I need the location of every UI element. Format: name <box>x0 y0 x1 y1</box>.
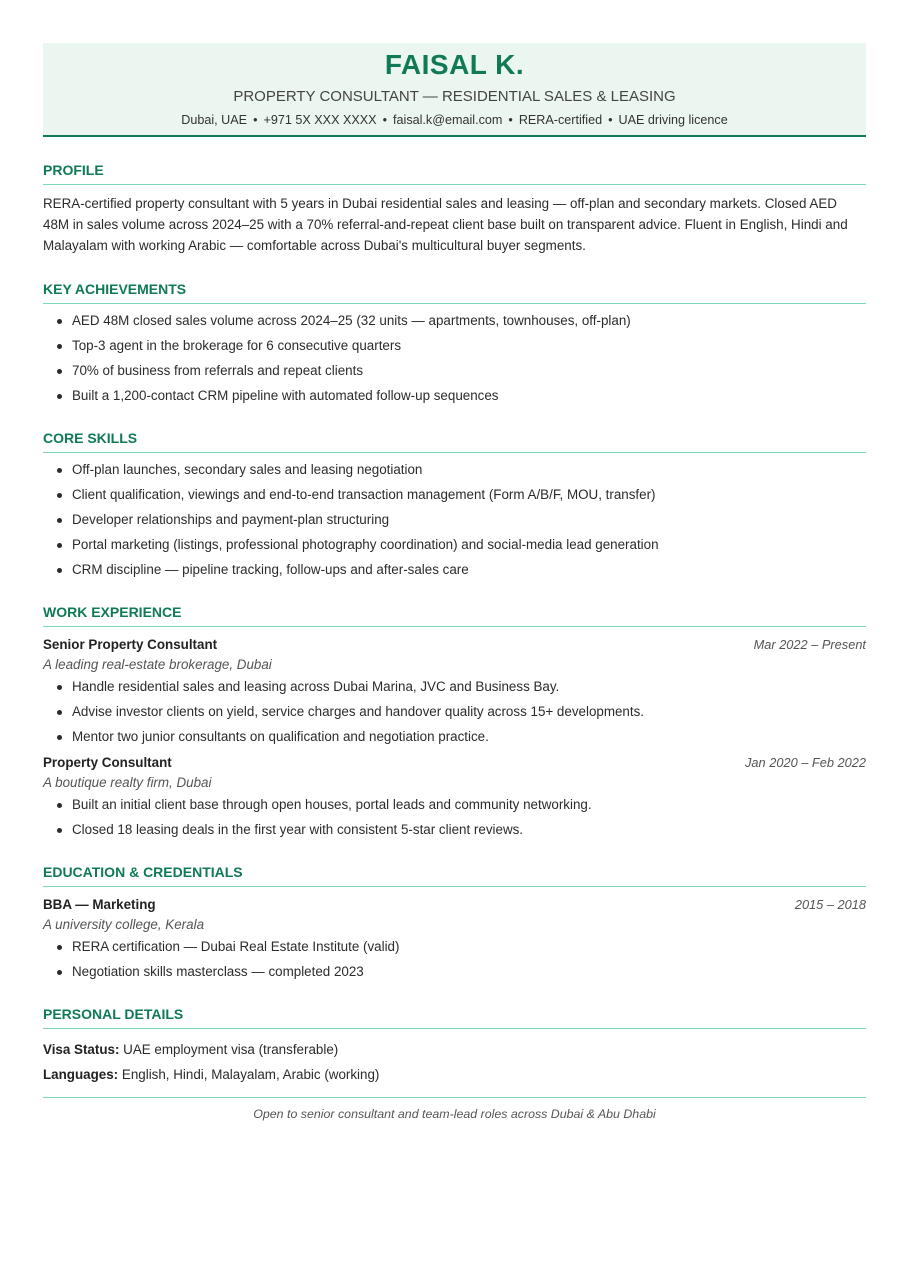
contact-separator: • <box>382 113 388 127</box>
languages-label: Languages: <box>43 1067 119 1082</box>
list-item: Client qualification, viewings and end-to-end transaction management (Form A/B/F, MOU, transfer) <box>43 486 866 504</box>
skills-heading: CORE SKILLS <box>43 429 866 453</box>
list-item: Portal marketing (listings, professional photography coordination) and social-media lead generation <box>43 536 866 554</box>
footer-divider <box>43 1097 866 1098</box>
credentials-list <box>43 938 866 981</box>
list-item: Handle residential sales and leasing across Dubai Marina, JVC and Business Bay. <box>43 678 866 696</box>
contact-licence: UAE driving licence <box>618 113 728 127</box>
profile-text: RERA-certified property consultant with 5 years in Dubai residential sales and leasing — off-plan and secondary markets. Closed AED 48M in sales volume across 2024–25 with a 70% referral-and-repeat client base built on transparent advice. Fluent in English, Hindi and Malayalam with working Arabic — comfortable across Dubai's multicultural buyer segments. <box>43 196 848 253</box>
job-bullets <box>43 796 866 839</box>
list-item: AED 48M closed sales volume across 2024–25 (32 units — apartments, townhouses, off-plan) <box>43 312 866 330</box>
visa-status <box>43 1037 866 1062</box>
education-institution: A university college, Kerala <box>43 917 205 932</box>
contact-separator: • <box>608 113 613 127</box>
visa-label: Visa Status: <box>43 1042 120 1057</box>
profile-section <box>43 161 866 256</box>
footer-note: Open to senior consultant and team-lead roles across Dubai & Abu Dhabi <box>253 1107 656 1121</box>
experience-section <box>43 603 866 839</box>
job-entry <box>43 753 866 839</box>
visa-value: UAE employment visa (transferable) <box>123 1042 339 1057</box>
degree-title: BBA — Marketing <box>43 897 156 912</box>
contact-separator: • <box>253 113 258 127</box>
personal-heading: PERSONAL DETAILS <box>43 1005 866 1029</box>
skills-list <box>43 461 866 579</box>
job-entry <box>43 635 866 746</box>
contact-line <box>43 112 866 128</box>
job-dates: Mar 2022 – Present <box>753 637 866 652</box>
achievements-heading: KEY ACHIEVEMENTS <box>43 280 866 304</box>
skills-section <box>43 429 866 579</box>
profile-heading: PROFILE <box>43 161 866 185</box>
contact-certification: RERA-certified <box>518 113 603 127</box>
candidate-name: FAISAL K. <box>384 49 525 80</box>
list-item: Off-plan launches, secondary sales and leasing negotiation <box>43 461 866 479</box>
job-organization: A leading real-estate brokerage, Dubai <box>43 657 272 672</box>
experience-heading: WORK EXPERIENCE <box>43 603 866 627</box>
education-section <box>43 863 866 981</box>
contact-phone: +971 5X XXX XXXX <box>263 113 377 127</box>
job-role: Property Consultant <box>43 755 172 770</box>
list-item: 70% of business from referrals and repeat clients <box>43 362 866 380</box>
list-item: Top-3 agent in the brokerage for 6 consecutive quarters <box>43 337 866 355</box>
contact-separator: • <box>508 113 513 127</box>
list-item: Mentor two junior consultants on qualification and negotiation practice. <box>43 728 866 746</box>
job-role: Senior Property Consultant <box>43 637 218 652</box>
resume-header <box>43 43 866 137</box>
list-item: Closed 18 leasing deals in the first year with consistent 5-star client reviews. <box>43 821 866 839</box>
languages-value: English, Hindi, Malayalam, Arabic (working) <box>121 1067 380 1082</box>
personal-section <box>43 1005 866 1087</box>
job-dates: Jan 2020 – Feb 2022 <box>745 755 866 770</box>
list-item: RERA certification — Dubai Real Estate Institute (valid) <box>43 938 866 956</box>
education-heading: EDUCATION & CREDENTIALS <box>43 863 866 887</box>
achievements-section <box>43 280 866 405</box>
contact-location: Dubai, UAE <box>181 113 248 127</box>
job-organization: A boutique realty firm, Dubai <box>43 775 212 790</box>
languages <box>43 1062 866 1087</box>
achievements-list <box>43 312 866 405</box>
list-item: Negotiation skills masterclass — completed 2023 <box>43 963 866 981</box>
list-item: Advise investor clients on yield, service charges and handover quality across 15+ developments. <box>43 703 866 721</box>
job-bullets <box>43 678 866 746</box>
list-item: Built an initial client base through open houses, portal leads and community networking. <box>43 796 866 814</box>
list-item: Developer relationships and payment-plan structuring <box>43 511 866 529</box>
education-dates: 2015 – 2018 <box>794 897 866 912</box>
list-item: CRM discipline — pipeline tracking, follow-ups and after-sales care <box>43 561 866 579</box>
candidate-title: PROPERTY CONSULTANT — RESIDENTIAL SALES & LEASING <box>233 88 676 105</box>
list-item: Built a 1,200-contact CRM pipeline with automated follow-up sequences <box>43 387 866 405</box>
contact-email: faisal.k@email.com <box>393 113 503 127</box>
